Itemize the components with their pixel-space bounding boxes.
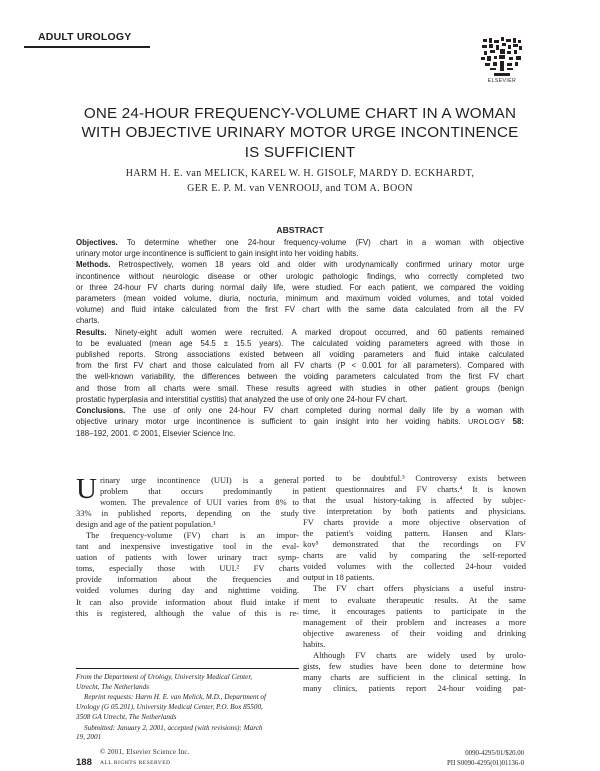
- issn: 0090-4295/01/$20.00: [465, 750, 524, 757]
- body-line: that the usual history-taking is affected by subjec-: [303, 495, 526, 506]
- methods-label: Methods.: [76, 260, 111, 270]
- abstract-text: The use of only one 24-hour FV chart completed during normal daily life by a woman with: [132, 406, 524, 416]
- abstract-line: published reports. Strong associations existed between all voiding parameters and fluid intake calculated: [76, 350, 524, 360]
- body-line: this is registered, although the value of this is re-: [76, 607, 299, 618]
- body-line: output in 18 patients.: [303, 572, 375, 583]
- body-line: The frequency-volume (FV) chart is an impor-: [86, 530, 299, 541]
- citation-journal: UROLOGY: [468, 419, 506, 427]
- footnotes: [76, 668, 299, 744]
- abstract-line: 188–192, 2001. © 2001, Elsevier Science Inc.: [76, 429, 236, 439]
- body-line: design and age of the patient population.¹: [76, 519, 216, 530]
- objectives-label: Objectives.: [76, 238, 118, 247]
- reprint-note: [76, 693, 299, 722]
- body-line: habits.: [303, 638, 326, 649]
- abstract-line: parameters (mean voided volume, diuria, nocturia, minimum and maximum voided volumes, and total voided: [76, 294, 524, 304]
- body-line: toms, especially those with UUI.² FV charts: [76, 563, 299, 574]
- abstract-line: from the first FV chart and those calculated from all FV charts (P < 0.001 for all parameters). Compared with: [76, 361, 524, 371]
- body-line: provide information about the frequencies and: [76, 574, 299, 585]
- abstract-line: charts.: [76, 316, 100, 326]
- submitted-note: [76, 724, 299, 743]
- abstract-line: volume) and fluid intake calculated from the first FV chart with the same data calculated from all the FV: [76, 305, 524, 315]
- body-line: many clinics, patients report 24-hour voiding pat-: [303, 682, 526, 693]
- body-line: ment to evaluate therapeutic results. At the same: [303, 594, 526, 605]
- drop-cap: U: [76, 473, 97, 505]
- abstract-heading: ABSTRACT: [276, 225, 324, 235]
- abstract-line: [76, 259, 524, 270]
- elsevier-tree-logo-icon: [480, 36, 524, 78]
- footer-identifiers: [447, 749, 524, 769]
- footnote-line: Reprint requests: Harm H. E. van Melick, M.D., Department of: [84, 693, 266, 702]
- footnote-line: Submitted: January 2, 2001, accepted (with revisions): March: [84, 723, 263, 732]
- abstract-text: To determine whether one 24-hour frequency-volume (FV) chart in a woman with objective: [126, 238, 524, 247]
- footer-rights: ALL RIGHTS RESERVED: [100, 760, 171, 766]
- section-tag: [24, 30, 150, 48]
- abstract-line: incontinence without neurologic disease or other urologic pathologic findings, who correctly completed two: [76, 271, 524, 281]
- abstract-line: [76, 237, 524, 248]
- body-line: voided volumes during day and nighttime voiding.: [76, 585, 299, 596]
- title-line: ONE 24-HOUR FREQUENCY-VOLUME CHART IN A WOMAN: [83, 105, 517, 122]
- body-line: problem that occurs predominantly in: [99, 486, 299, 497]
- abstract-methods: [76, 259, 524, 326]
- body-line: tant and inexpensive investigative tool in the eval-: [76, 541, 299, 552]
- body-line: Although FV charts are widely used by urolo-: [313, 649, 526, 660]
- abstract-line: [76, 416, 524, 428]
- body-line: rinary urge incontinence (UUI) is a general: [99, 475, 299, 485]
- body-line: voided volumes with the collected 24-hour voided: [303, 561, 526, 572]
- body-line: time, it encourages patients to participate in the: [303, 605, 526, 616]
- footnote-line: Urology (G 05.201), University Medical Center, P.O. Box 85500,: [76, 703, 263, 712]
- body-left-column: [76, 475, 299, 619]
- abstract-text: Ninety-eight adult women were recruited. A marked dropout occurred, and 60 patients remained: [115, 327, 524, 337]
- body-line: many charts are sufficient in the clinical setting. In: [303, 671, 526, 682]
- results-label: Results.: [76, 327, 107, 337]
- body-line: charts are valid by comparing the self-reported: [303, 550, 526, 561]
- author-line: HARM H. E. van MELICK, KAREL W. H. GISOLF, MARDY D. ECKHARDT,: [125, 168, 475, 179]
- abstract-line: the well-known variability, the differences between the voiding parameters calculated from the first FV chart: [76, 372, 524, 382]
- abstract-line: [76, 405, 524, 416]
- body-line: 33% in published reports, depending on the study: [76, 508, 299, 519]
- abstract-objectives: [76, 237, 524, 259]
- abstract-results: [76, 327, 524, 405]
- abstract-text: Retrospectively, women 18 years old and older with urodynamically confirmed urinary motor urge: [118, 260, 524, 270]
- abstract-conclusions: [76, 405, 524, 440]
- footnote-line: Utrecht, The Netherlands: [76, 682, 149, 691]
- footnote-line: From the Department of Urology, University Medical Center,: [76, 673, 253, 681]
- citation-volume: 58:: [512, 417, 525, 427]
- body-line: kov⁵ demonstrated that the recordings on FV: [303, 539, 526, 550]
- body-line: uation of patients with lower urinary tract symp-: [76, 552, 299, 563]
- pii: PII S0090-4295(01)01136-0: [447, 760, 524, 767]
- abstract-line: [76, 327, 524, 338]
- abstract-body: [76, 237, 524, 440]
- article-title: [50, 104, 550, 162]
- body-line: women. The prevalence of UUI varies from 8% to: [99, 497, 299, 508]
- author-line: GER E. P. M. van VENROOIJ, and TOM A. BOON: [187, 183, 413, 194]
- body-line: tive interpretation by both patients and physicians.: [303, 506, 526, 517]
- author-list: [40, 166, 560, 196]
- publisher-logo-text: ELSEVIER: [487, 78, 517, 84]
- body-line: FV charts provide a more objective observation of: [303, 517, 526, 528]
- section-label: ADULT UROLOGY: [38, 31, 132, 43]
- body-line: management of their problem and increases a more: [303, 616, 526, 627]
- abstract-text: objective urinary motor urge incontinence is sufficient to gain insight into her voiding habits.: [76, 417, 461, 427]
- body-line: patient questionnaires and FV charts.⁴ It is known: [303, 484, 526, 495]
- body-right-column: [303, 473, 526, 694]
- abstract-line: prostatic hyperplasia and interstitial cystitis) that analyzed the use of only one 24-hour FV chart.: [76, 394, 408, 404]
- abstract-line: and those from all charts were small. These results agreed with studies in other patient groups (benign: [76, 383, 524, 393]
- body-line: ported to be doubtful.³ Controversy exists between: [303, 473, 526, 483]
- footnote-line: 3508 GA Utrecht, The Netherlands: [76, 712, 177, 721]
- affiliation-note: [76, 673, 299, 692]
- title-line: IS SUFFICIENT: [244, 143, 356, 161]
- footnote-line: 19, 2001: [76, 733, 102, 742]
- body-line: It can also provide information about fluid intake if: [76, 596, 299, 607]
- body-line: objective awareness of their voiding and drinking: [303, 627, 526, 638]
- title-line: WITH OBJECTIVE URINARY MOTOR URGE INCONTINENCE: [81, 124, 519, 142]
- conclusions-label: Conclusions.: [76, 406, 126, 416]
- abstract-line: urinary motor urge incontinence is sufficient to gain insight into her voiding habits.: [76, 249, 359, 259]
- abstract-line: or three 24-hour FV charts during normal daily life, were studied. For each patient, we compared the voiding: [76, 282, 524, 292]
- page-number: 188: [76, 757, 92, 768]
- body-line: gists, few studies have been done to determine how: [303, 660, 526, 671]
- abstract-line: to be evaluated (mean age 54.5 ± 15.5 years). The calculated voiding parameters agreed with those in: [76, 338, 524, 348]
- footer-copyright: © 2001, Elsevier Science Inc.: [100, 749, 190, 756]
- body-line: the patient's voiding pattern. Hansen and Klars-: [303, 528, 526, 539]
- body-line: The FV chart offers physicians a useful instru-: [313, 583, 526, 594]
